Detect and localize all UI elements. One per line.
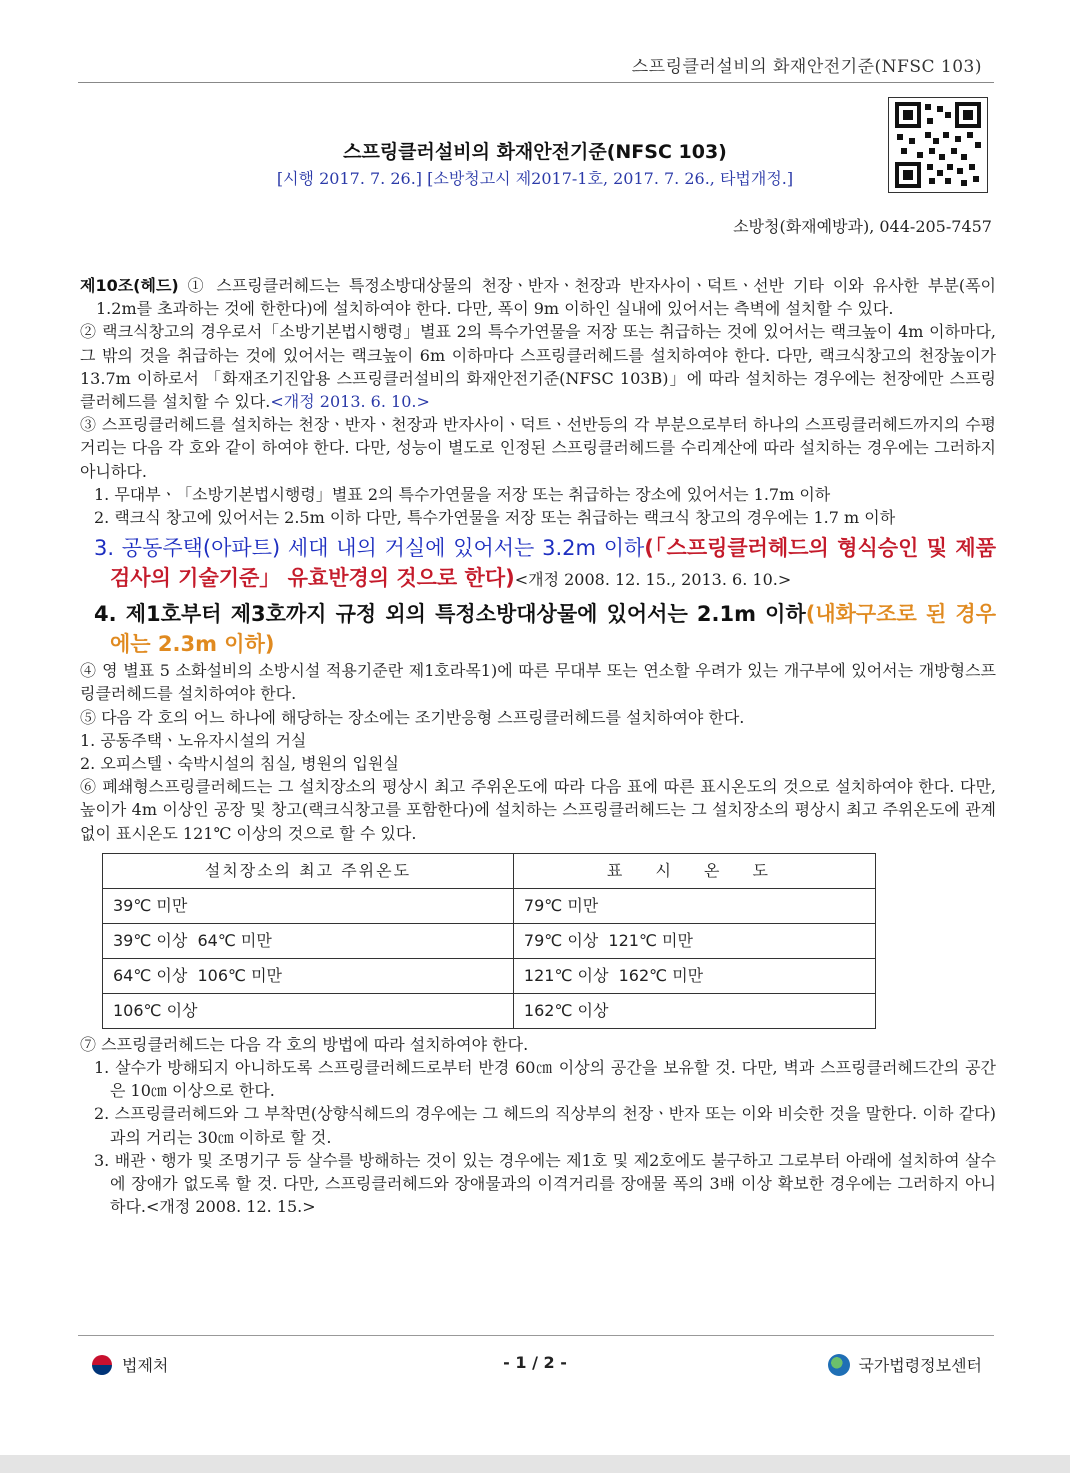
paragraph-4: ④ 영 별표 5 소화설비의 소방시설 적용기준란 제1호라목1)에 따른 무대부 또는 연소할 우려가 있는 개구부에 있어서는 개방형스프링클러헤드를 설치하여야 한다. [80, 661, 996, 704]
paragraph-5-item-2: 2. 오피스텔ㆍ숙박시설의 침실, 병원의 입원실 [80, 754, 399, 774]
paragraph-3-item-3 [80, 533, 996, 595]
paragraph-7-item-3-amendment: <개정 2008. 12. 15.> [146, 1197, 316, 1217]
paragraph-2 [80, 320, 996, 413]
item-4-note: (내화구조로 된 경우에는 2.3m 이하) [110, 602, 996, 657]
table-row [103, 993, 876, 1028]
table-header-rating: 표 시 온 도 [513, 853, 875, 888]
table-header-row [103, 853, 876, 888]
paragraph-3-item-2: 2. 랙크식 창고에 있어서는 2.5m 이하 다만, 특수가연물을 저장 또는 취급하는 랙크식 창고의 경우에는 1.7 m 이하 [94, 508, 896, 528]
amendment-note: <개정 2013. 6. 10.> [270, 392, 430, 412]
paragraph-5-item-1: 1. 공동주택ㆍ노유자시설의 거실 [80, 730, 307, 750]
item-4-main-text: 4. 제1호부터 제3호까지 규정 외의 특정소방대상물에 있어서는 2.1m 이하 [94, 602, 806, 627]
temperature-table [102, 853, 876, 1029]
paragraph-1 [80, 274, 996, 320]
document-title: 스프링클러설비의 화재안전기준(NFSC 103) [343, 141, 727, 163]
page-number: - 1 / 2 - [503, 1353, 567, 1372]
table-cell: 39℃ 이상 64℃ 미만 [103, 923, 514, 958]
table-row [103, 888, 876, 923]
table-cell: 79℃ 이상 121℃ 미만 [513, 923, 875, 958]
table-header-ambient: 설치장소의 최고 주위온도 [103, 853, 514, 888]
table-cell: 121℃ 이상 162℃ 미만 [513, 958, 875, 993]
table-cell: 64℃ 이상 106℃ 미만 [103, 958, 514, 993]
table-row [103, 923, 876, 958]
item-3-main-text: 3. 공동주택(아파트) 세대 내의 거실에 있어서는 3.2m 이하 [94, 536, 645, 561]
footer-right [828, 1353, 982, 1376]
footer-law-center: 국가법령정보센터 [858, 1356, 982, 1375]
paragraph-7-item-3-text: 3. 배관ㆍ행가 및 조명기구 등 살수를 방해하는 것이 있는 경우에는 제1호 및 제2호에도 불구하고 그로부터 아래에 설치하여 살수에 장애가 없도록 할 것. 다만, 스프링클러헤드와 장애물과의 이격거리를 장애물 폭의 3배 이상 확보한 경우에는 그러하지 아니하다. [94, 1150, 996, 1217]
paragraph-3: ③ 스프링클러헤드를 설치하는 천장ㆍ반자ㆍ천장과 반자사이ㆍ덕트ㆍ선반등의 각 부분으로부터 하나의 스프링클러헤드까지의 수평거리는 다음 각 호와 같이 하여야 한다. 다만, 성능이 별도로 인정된 스프링클러헤드를 수리계산에 따라 설치하는 경우에는 그러하지 아니하다. [80, 415, 996, 481]
paragraph-5: ⑤ 다음 각 호의 어느 하나에 해당하는 장소에는 조기반응형 스프링클러헤드를 설치하여야 한다. [80, 707, 745, 727]
paragraph-7-item-3 [80, 1149, 996, 1219]
law-center-logo-icon [828, 1354, 850, 1376]
paragraph-7-item-2: 2. 스프링클러헤드와 그 부착면(상향식헤드의 경우에는 그 헤드의 직상부의 천장ㆍ반자 또는 이와 비슷한 것을 말한다. 이하 같다)과의 거리는 30㎝ 이하로 할 것. [94, 1104, 996, 1147]
paragraph-1-text: ① 스프링클러헤드는 특정소방대상물의 천장ㆍ반자ㆍ천장과 반자사이ㆍ덕트ㆍ선반 기타 이와 유사한 부분(폭이 1.2m를 초과하는 것에 한한다)에 설치하여야 한다. 다만, 폭이 9m 이하인 실내에 있어서는 측벽에 설치할 수 있다. [96, 276, 996, 319]
table-cell: 39℃ 미만 [103, 888, 514, 923]
footer-ministry: 법제처 [122, 1356, 169, 1375]
header-divider [78, 82, 994, 83]
paragraph-6: ⑥ 폐쇄형스프링클러헤드는 그 설치장소의 평상시 최고 주위온도에 따라 다음 표에 따른 표시온도의 것으로 설치하여야 한다. 다만, 높이가 4m 이상인 공장 및 창고(랙크식창고를 포함한다)에 설치하는 스프링클러헤드는 그 설치장소의 평상시 최고 주위온도에 관계없이 표시온도 121℃ 이상의 것으로 할 수 있다. [80, 777, 996, 843]
table-row [103, 958, 876, 993]
article-heading: 제10조(헤드) [80, 276, 179, 295]
paragraph-3-item-1: 1. 무대부ㆍ「소방기본법시행령」별표 2의 특수가연물을 저장 또는 취급하는 장소에 있어서는 1.7m 이하 [94, 484, 831, 504]
paragraph-2-text: ② 랙크식창고의 경우로서「소방기본법시행령」별표 2의 특수가연물을 저장 또는 취급하는 것에 있어서는 랙크높이 4m 이하마다, 그 밖의 것을 취급하는 것에 있어서는 랙크높이 6m 이하마다 스프링클러헤드를 설치하여야 한다. 다만, 랙크식창고의 천장높이가 13.7m 이하로서 「화재조기진압용 스프링클러설비의 화재안전기준(NFSC 103B)」에 따라 설치하는 경우에는 천장에만 스프링클러헤드를 설치할 수 있다. [80, 322, 996, 412]
article-body [80, 274, 996, 1218]
paragraph-3-item-4 [80, 599, 996, 659]
table-cell: 106℃ 이상 [103, 993, 514, 1028]
footer-divider [78, 1335, 994, 1336]
table-cell: 162℃ 이상 [513, 993, 875, 1028]
item-3-amendment: <개정 2008. 12. 15., 2013. 6. 10.> [514, 570, 792, 590]
bottom-band [0, 1455, 1070, 1473]
running-header-title: 스프링클러설비의 화재안전기준(NFSC 103) [631, 57, 982, 77]
item-3-reference: (「스프링클러헤드의 형식승인 및 제품검사의 기술기준」 유효반경의 것으로 한다) [110, 536, 996, 591]
paragraph-7-item-1: 1. 살수가 방해되지 아니하도록 스프링클러헤드로부터 반경 60㎝ 이상의 공간을 보유할 것. 다만, 벽과 스프링클러헤드간의 공간은 10㎝ 이상으로 한다. [94, 1058, 996, 1101]
paragraph-7: ⑦ 스프링클러헤드는 다음 각 호의 방법에 따라 설치하여야 한다. [80, 1034, 529, 1054]
document-enforcement-info: [시행 2017. 7. 26.] [소방청고시 제2017-1호, 2017. 7. 26., 타법개정.] [276, 169, 794, 188]
agency-contact: 소방청(화재예방과), 044-205-7457 [733, 217, 992, 236]
table-cell: 79℃ 미만 [513, 888, 875, 923]
